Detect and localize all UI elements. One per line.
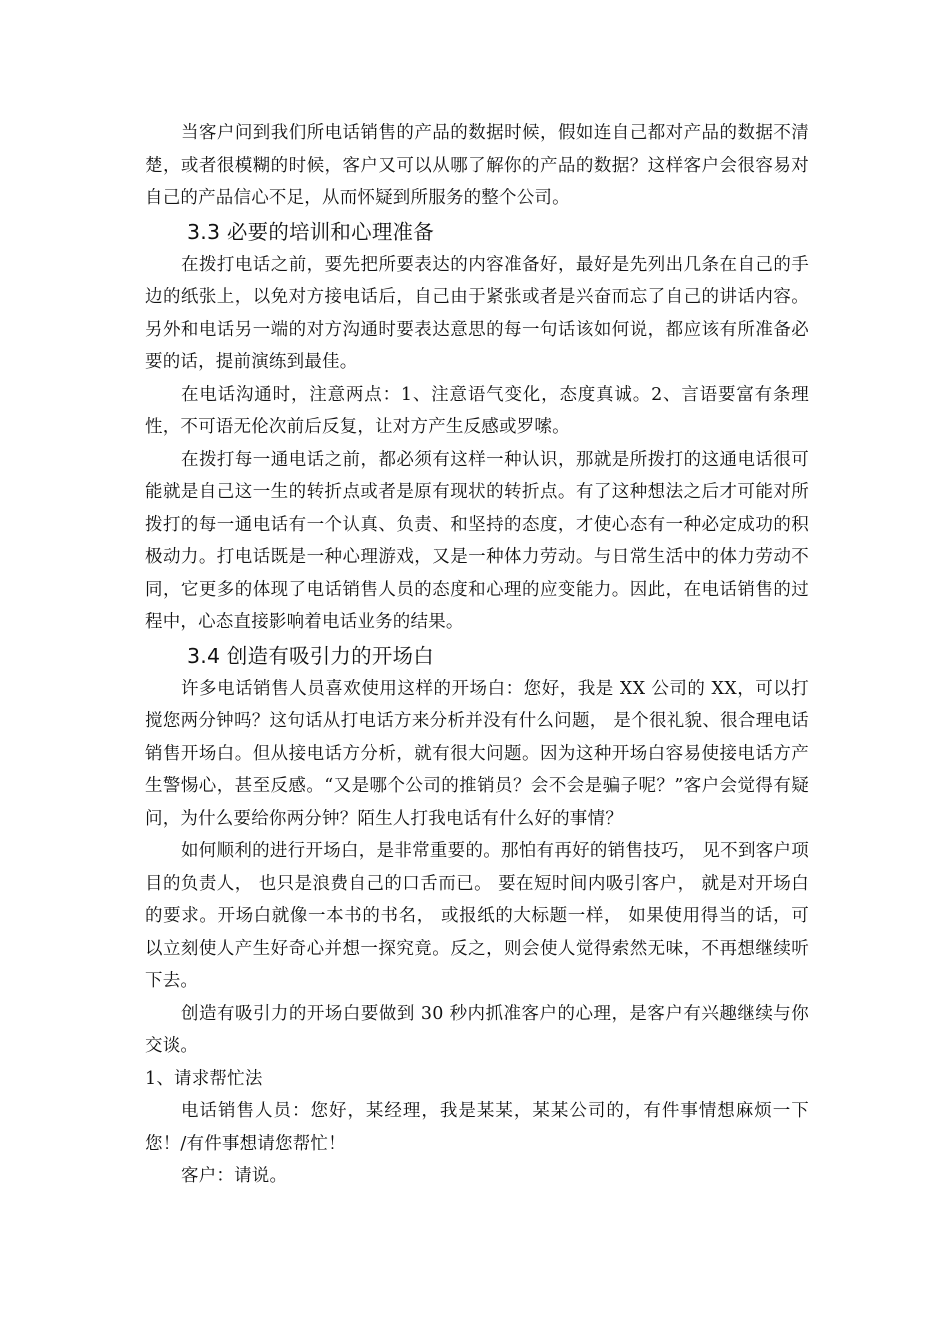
document-body	[145, 117, 809, 1193]
dialogue-line: 客户：请说。	[181, 1166, 288, 1186]
method-title: 1、请求帮忙法	[145, 1068, 263, 1089]
section-heading-3-3: 3.3 必要的培训和心理准备	[187, 219, 434, 244]
paragraph: 如何顺利的进行开场白，是非常重要的。那怕有再好的销售技巧， 见不到客户项目的负责人， 也只是浪费自己的口舌而已。 要在短时间内吸引客户， 就是对开场白的要求。开场白就像一本书的书名， 或报纸的大标题一样， 如果使用得当的话，可以立刻使人产生好奇心并想一探究竟。反之，则会使人觉得索然无味，不再想继续听下去。	[145, 841, 809, 991]
paragraph: 在电话沟通时，注意两点：1、注意语气变化，态度真诚。2、言语要富有条理性，不可语无伦次前后反复，让对方产生反感或罗嗦。	[145, 384, 809, 437]
dialogue-line: 电话销售人员：您好，某经理，我是某某，某某公司的，有件事情想麻烦一下您！/有件事想请您帮忙！	[145, 1101, 809, 1154]
section-heading-3-4: 3.4 创造有吸引力的开场白	[187, 643, 434, 668]
paragraph: 在拨打每一通电话之前，都必须有这样一种认识，那就是所拨打的这通电话很可能就是自己这一生的转折点或者是原有现状的转折点。有了这种想法之后才可能对所拨打的每一通电话有一个认真、负责、和坚持的态度，才使心态有一种必定成功的积极动力。打电话既是一种心理游戏，又是一种体力劳动。与日常生活中的体力劳动不同，它更多的体现了电话销售人员的态度和心理的应变能力。因此，在电话销售的过程中，心态直接影响着电话业务的结果。	[145, 449, 809, 632]
paragraph: 在拨打电话之前，要先把所要表达的内容准备好，最好是先列出几条在自己的手边的纸张上，以免对方接电话后，自己由于紧张或者是兴奋而忘了自己的讲话内容。另外和电话另一端的对方沟通时要表达意思的每一句话该如何说，都应该有所准备必要的话，提前演练到最佳。	[145, 254, 809, 372]
paragraph: 创造有吸引力的开场白要做到 30 秒内抓准客户的心理，是客户有兴趣继续与你交谈。	[145, 1003, 809, 1056]
paragraph: 许多电话销售人员喜欢使用这样的开场白：您好，我是 XX 公司的 XX，可以打搅您两分钟吗？这句话从打电话方来分析并没有什么问题， 是个很礼貌、很合理电话销售开场白。但从接电话方分析，就有很大问题。因为这种开场白容易使接电话方产生警惕心，甚至反感。“又是哪个公司的推销员？会不会是骗子呢？”客户会觉得有疑问，为什么要给你两分钟？陌生人打我电话有什么好的事情？	[145, 678, 809, 829]
intro-paragraph: 当客户问到我们所电话销售的产品的数据时候，假如连自己都对产品的数据不清楚，或者很模糊的时候，客户又可以从哪了解你的产品的数据？这样客户会很容易对自己的产品信心不足，从而怀疑到所服务的整个公司。	[145, 123, 809, 208]
